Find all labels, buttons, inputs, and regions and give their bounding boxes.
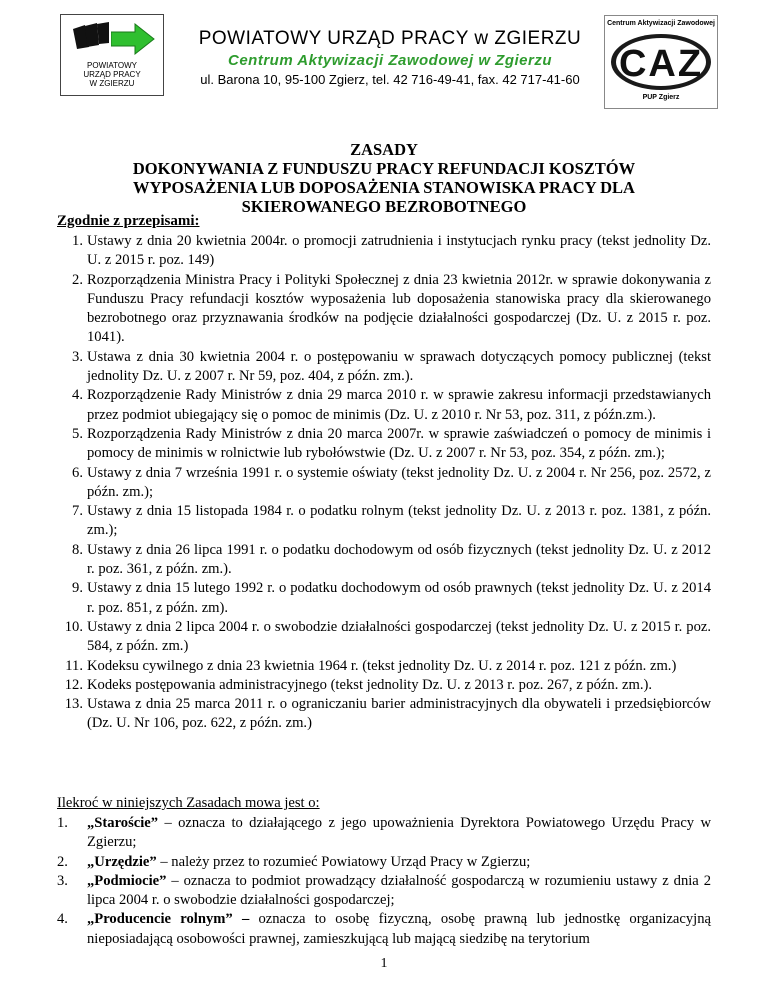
list-item-number: 11. [65, 657, 83, 674]
caz-logo-bottom: PUP Zgierz [642, 94, 680, 101]
definitions-list [57, 814, 711, 949]
caz-logo [604, 15, 718, 109]
list-item-text: Kodeksu cywilnego z dnia 23 kwietnia 1964 r. (tekst jednolity Dz. U. z 2014 r. poz. 121 z późn. zm.) [87, 657, 677, 674]
definition-text: oznacza to osobę fizyczną, osobę prawną lub jednostkę organizacyjną nieposiadającą osobowości prawnej, zamieszkującą lub mającą siedzibę na terytorium [87, 911, 712, 947]
office-subtitle: Centrum Aktywizacji Zawodowej w Zgierzu [228, 52, 552, 69]
list-item [57, 541, 711, 580]
list-item-text: Ustawa z dnia 30 kwietnia 2004 r. o postępowaniu w sprawach dotyczących pomocy publicznej (tekst jednolity Dz. U. z 2007 r. Nr 59, poz. 404, z późn. zm.). [87, 348, 711, 385]
caz-emblem [609, 32, 713, 92]
caz-logo-top: Centrum Aktywizacji Zawodowej [607, 20, 715, 27]
list-item-number: 4. [72, 387, 83, 404]
definition-number: 4. [57, 911, 68, 928]
pup-logo-label: POWIATOWY URZĄD PRACY W ZGIERZU [83, 61, 141, 88]
definition-item [57, 853, 711, 872]
list-item-number: 1. [72, 233, 83, 249]
list-item [57, 676, 711, 695]
definition-term: „Staroście” [87, 815, 159, 831]
list-item-number: 2. [72, 271, 83, 288]
definition-number: 3. [57, 872, 68, 889]
document-title: ZASADY DOKONYWANIA Z FUNDUSZU PRACY REFUNDACJI KOSZTÓW WYPOSAŻENIA LUB DOPOSAŻENIA STANOWISKA PRACY DLA SKIEROWANEGO BEZROBOTNEGO [132, 140, 636, 216]
definition-item [57, 872, 711, 911]
list-item-text: Ustawy z dnia 15 lutego 1992 r. o podatku dochodowym od osób prawnych (tekst jednolity Dz. U. z 2014 r. poz. 851, z późn. zm). [87, 580, 711, 616]
definition-text: – oznacza to działającego z jego upoważnienia Dyrektora Powiatowego Urzędu Pracy w Zgierzu; [87, 815, 711, 851]
list-item-text: Ustawy z dnia 15 listopada 1984 r. o podatku rolnym (tekst jednolity Dz. U. z 2013 r. poz. 1381, z późn. zm.); [87, 503, 711, 539]
list-item-text: Rozporządzenie Rady Ministrów z dnia 29 marca 2010 r. w sprawie zakresu informacji przedstawianych przez podmiot ubiegający się o pomoc de minimis (Dz. U. z 2010 r. Nr 53, poz. 311, z późn.zm.). [87, 387, 711, 423]
list-item [57, 386, 711, 425]
list-item-text: Ustawa z dnia 25 marca 2011 r. o ograniczaniu barier administracyjnych dla obywateli i przedsiębiorców (Dz. U. Nr 106, poz. 622, z późn. zm.) [87, 696, 711, 732]
list-item [57, 502, 711, 541]
arrow-right-icon [111, 23, 155, 55]
office-address: ul. Barona 10, 95-100 Zgierz, tel. 42 716-49-41, fax. 42 717-41-60 [200, 72, 580, 87]
list-item [57, 464, 711, 503]
list-item-text: Rozporządzenia Ministra Pracy i Polityki Społecznej z dnia 23 kwietnia 2012r. w sprawie dokonywania z Funduszu Pracy refundacji kosztów wyposażenia lub doposażenia stanowiska pracy dla skierowanego bezrobotnego oraz przyznawania środków na podjęcie działalności gospodarczej (Dz. U. z 2015 r. poz. 1041). [87, 271, 711, 346]
list-item [57, 232, 711, 271]
list-item-text: Ustawy z dnia 2 lipca 2004 r. o swobodzie działalności gospodarczej (tekst jednolity Dz. U. z 2015 r. poz. 584, z późn. zm.) [87, 618, 711, 655]
definitions-heading: Ilekroć w niniejszych Zasadach mowa jest o: [57, 795, 320, 811]
definition-item [57, 910, 711, 949]
legal-basis-heading: Zgodnie z przepisami: [57, 213, 200, 229]
legal-basis-list [57, 232, 711, 734]
definition-term: „Producencie rolnym” – [87, 911, 250, 928]
list-item-text: Ustawy z dnia 7 września 1991 r. o systemie oświaty (tekst jednolity Dz. U. z 2004 r. Nr 256, poz. 2572, z późn. zm.); [87, 464, 711, 500]
list-item [57, 618, 711, 657]
definition-term: „Urzędzie” [87, 853, 157, 870]
list-item [57, 579, 711, 618]
definition-text: – należy przez to rozumieć Powiatowy Urząd Pracy w Zgierzu; [156, 853, 531, 870]
list-item [57, 425, 711, 464]
list-item-number: 7. [72, 503, 83, 520]
list-item-number: 9. [72, 580, 83, 597]
list-item-number: 13. [64, 696, 83, 713]
list-item-number: 3. [72, 348, 83, 365]
list-item-text: Ustawy z dnia 26 lipca 1991 r. o podatku dochodowym od osób fizycznych (tekst jednolity Dz. U. z 2012 r. poz. 361, z późn. zm.). [87, 541, 711, 578]
list-item-number: 10. [64, 618, 83, 635]
definition-item [57, 814, 711, 853]
svg-text:CAZ: CAZ [618, 43, 704, 85]
list-item [57, 695, 711, 734]
list-item-number: 12. [64, 676, 83, 693]
definition-number: 1. [57, 815, 68, 831]
office-name: POWIATOWY URZĄD PRACY w ZGIERZU [198, 28, 582, 49]
list-item-text: Kodeks postępowania administracyjnego (tekst jednolity Dz. U. z 2013 r. poz. 267, z późn. zm.). [87, 676, 652, 693]
list-item [57, 657, 711, 676]
list-item-text: Rozporządzenia Rady Ministrów z dnia 20 marca 2007r. w sprawie zaświadczeń o pomocy de minimis i pomocy de minimis w rolnictwie lub rybołówstwie (Dz. U. z 2007 r. Nr 53, poz. 354, z późn. zm.); [87, 425, 711, 462]
definition-term: „Podmiocie” [87, 872, 167, 889]
definition-text: – oznacza to podmiot prowadzący działalność gospodarczą w rozumieniu ustawy z dnia 2 lipca 2004 r. o swobodzie działalności gospodarczej; [87, 872, 711, 909]
page-number: 1 [380, 956, 388, 971]
list-item-number: 8. [72, 541, 83, 558]
definition-number: 2. [57, 853, 68, 870]
pup-logo [60, 14, 164, 96]
list-item-number: 6. [72, 464, 83, 481]
letterhead [0, 0, 768, 110]
list-item [57, 348, 711, 387]
list-item-text: Ustawy z dnia 20 kwietnia 2004r. o promocji zatrudnienia i instytucjach rynku pracy (tekst jednolity Dz. U. z 2015 r. poz. 149) [87, 233, 711, 269]
list-item [57, 271, 711, 348]
list-item-number: 5. [72, 425, 83, 442]
